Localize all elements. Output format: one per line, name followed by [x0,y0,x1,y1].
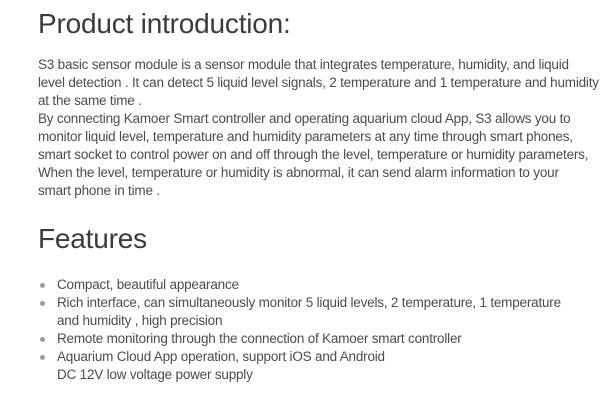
feature-item [38,294,608,330]
features-heading: Features [38,223,147,254]
features-list [38,276,608,384]
bullet-icon [40,337,45,342]
paragraph-line: By connecting Kamoer Smart controller and operating aquarium cloud App, S3 allows you to [38,111,571,126]
bullet-icon [40,301,45,306]
paragraph-line: at the same time . [38,93,142,108]
paragraph-line: level detection . It can detect 5 liquid level signals, 2 temperature and 1 temperature and humidity [38,75,599,90]
feature-item [38,330,608,348]
feature-item-line: DC 12V low voltage power supply [57,367,253,382]
feature-item-line: Compact, beautiful appearance [57,277,239,292]
feature-item [38,348,608,384]
feature-item-line: Rich interface, can simultaneously monitor 5 liquid levels, 2 temperature, 1 temperature [57,295,561,310]
paragraph-line: smart socket to control power on and off through the level, temperature or humidity parameters, [38,147,589,162]
bullet-icon [40,355,45,360]
feature-item [38,276,608,294]
paragraph-line: smart phone in time . [38,183,160,198]
paragraph-line: S3 basic sensor module is a sensor module that integrates temperature, humidity, and liquid [38,57,569,72]
paragraph-line: When the level, temperature or humidity is abnormal, it can send alarm information to your [38,165,559,180]
intro-paragraph [38,56,608,200]
feature-item-line: and humidity , high precision [57,313,223,328]
product-introduction-heading: Product introduction: [38,8,291,39]
paragraph-line: monitor liquid level, temperature and humidity parameters at any time through smart phones, [38,129,573,144]
bullet-icon [40,283,45,288]
feature-item-line: Remote monitoring through the connection of Kamoer smart controller [57,331,462,346]
feature-item-line: Aquarium Cloud App operation, support iOS and Android [57,349,385,364]
